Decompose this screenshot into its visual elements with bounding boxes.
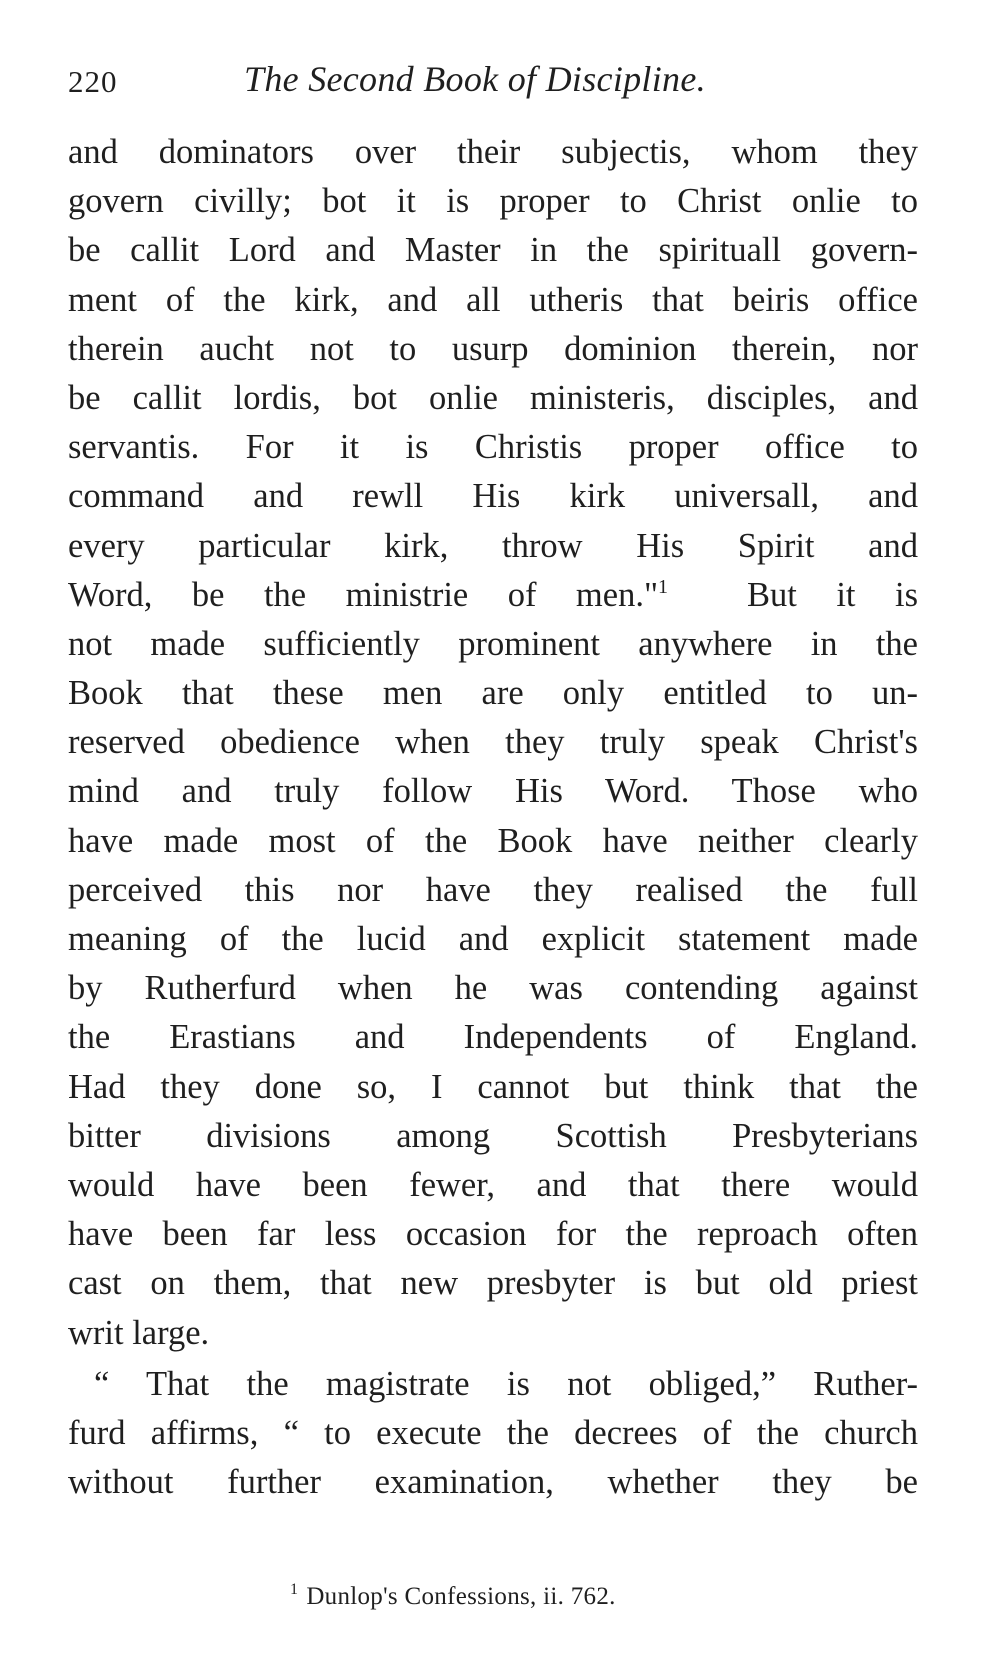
body-text [68, 128, 918, 1507]
running-title: The Second Book of Discipline. [244, 59, 706, 99]
text-line: ment of the kirk, and all utheris that beiris office [68, 280, 918, 319]
text-line: writ large. [68, 1313, 210, 1352]
text-line: servantis. For it is Christis proper office to [68, 428, 918, 467]
footnote-text: Dunlop's Confessions, ii. 762. [306, 1583, 616, 1610]
text-line: reserved obedience when they truly speak Christ's [68, 723, 918, 762]
text-segment: But it is [668, 575, 919, 614]
text-line: command and rewll His kirk universall, and [68, 477, 918, 516]
text-line: and dominators over their subjectis, whom they [68, 133, 918, 171]
text-line: govern civilly; bot it is proper to Christ onlie to [68, 182, 918, 221]
text-line: Had they done so, I cannot but think that the [68, 1067, 918, 1106]
text-line: bitter divisions among Scottish Presbyterians [68, 1116, 918, 1155]
text-line: the Erastians and Independents of England. [68, 1018, 918, 1057]
text-line: perceived this nor have they realised the full [68, 870, 918, 909]
text-line: without further examination, whether they be [68, 1463, 918, 1502]
text-line-with-footnote-ref [68, 571, 918, 620]
text-line: by Rutherfurd when he was contending against [68, 969, 918, 1008]
footnote-mark: 1 [290, 1581, 299, 1598]
text-line: meaning of the lucid and explicit statement made [68, 920, 918, 958]
text-line: furd affirms, “ to execute the decrees of the church [68, 1413, 918, 1452]
footnote-reference[interactable]: 1 [658, 575, 669, 598]
footnote [290, 1583, 616, 1611]
paragraph-1 [68, 128, 918, 1358]
text-line: have made most of the Book have neither clearly [68, 821, 918, 860]
page-number: 220 [68, 64, 118, 99]
text-line: would have been fewer, and that there would [68, 1165, 918, 1204]
text-line: be callit lordis, bot onlie ministeris, disciples, and [68, 378, 918, 417]
text-line: be callit Lord and Master in the spirituall govern- [68, 231, 918, 270]
running-head [68, 50, 918, 110]
text-line: have been far less occasion for the reproach often [68, 1215, 918, 1254]
paragraph-2 [68, 1360, 918, 1508]
text-line: not made sufficiently prominent anywhere in the [68, 624, 918, 663]
text-segment: Word, be the ministrie of men." [68, 575, 659, 614]
text-line: Book that these men are only entitled to un- [68, 674, 918, 713]
text-line: every particular kirk, throw His Spirit and [68, 526, 918, 565]
text-line: mind and truly follow His Word. Those who [68, 772, 918, 811]
text-line: therein aucht not to usurp dominion therein, nor [68, 329, 918, 368]
text-line: cast on them, that new presbyter is but old priest [68, 1264, 918, 1303]
text-line: “ That the magistrate is not obliged,” Ruther- [94, 1364, 918, 1403]
